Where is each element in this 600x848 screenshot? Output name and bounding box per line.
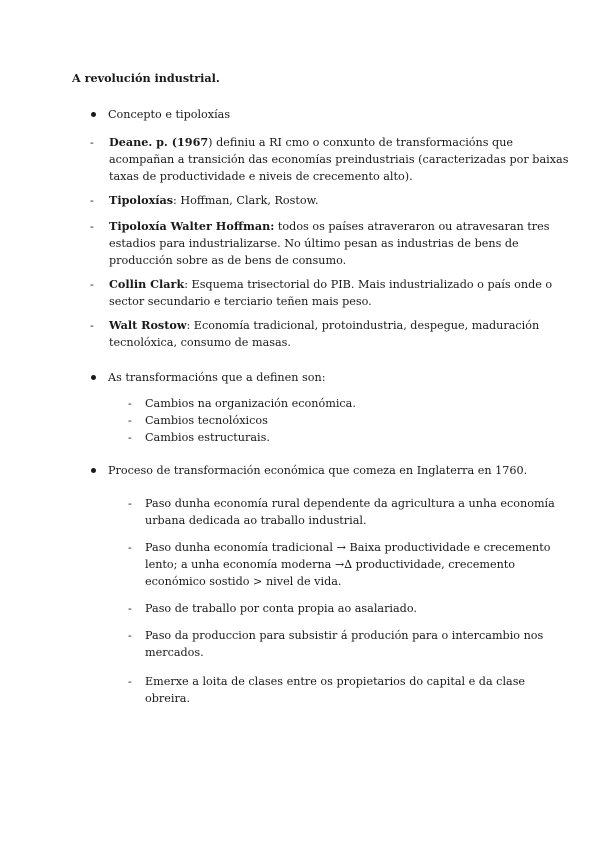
dash-marker: - [90,278,94,291]
text-line: : Esquema trisectorial do PIB. Mais industrializado o país onde o [184,278,553,291]
text-line: Paso dunha economía rural dependente da agricultura a unha economía [145,497,555,510]
dash-marker: - [90,220,94,233]
bullet-dot-icon [91,468,96,473]
list-item-text [109,276,553,310]
term-label: Tipoloxía Walter Hoffman: [109,219,275,233]
list-item-text [109,134,569,185]
text-line: ) definiu a RI cmo o conxunto de transformacións que [208,136,514,149]
text-line: : Economía tradicional, protoindustria, despegue, maduración [186,319,540,332]
dash-marker: - [128,629,132,642]
text-line: Paso dunha economía tradicional → Baixa productividade e crecemento [145,541,551,554]
text-line: acompañan a transición das economías preindustriais (caracterizadas por baixas [109,153,569,166]
dash-marker: - [128,414,132,427]
text-line: Cambios estructurais. [145,431,270,444]
dash-marker: - [128,541,132,554]
sub-item-text [145,429,525,446]
list-item-text [109,218,550,269]
dash-marker: - [128,675,132,688]
sub-item-text [145,673,525,707]
bullet-text: Concepto e tipoloxías [108,108,231,121]
dash-marker: - [128,397,132,410]
dash-marker: - [90,319,94,332]
text-line: lento; a unha economía moderna →∆ productividade, crecemento [145,558,516,571]
term-label: Walt Rostow [109,318,187,332]
text-line: producción sobre as de bens de consumo. [109,254,347,267]
dash-marker: - [90,136,94,149]
dash-marker: - [90,194,94,207]
text-line: Paso da produccion para subsistir á produción para o intercambio nos [145,629,544,642]
sub-item-text [145,495,555,529]
dash-marker: - [128,602,132,615]
text-line: tecnolóxica, consumo de masas. [109,336,291,349]
text-line: Emerxe a loita de clases entre os propietarios do capital e da clase [145,675,526,688]
term-label: Collin Clark [109,277,185,291]
text-line: Cambios tecnolóxicos [145,414,268,427]
text-line: taxas de productividade e niveis de crecemento alto). [109,170,413,183]
text-line: estadios para industrializarse. No último pesan as industrias de bens de [109,237,519,250]
text-line: Cambios na organización económica. [145,397,356,410]
text-line: obreira. [145,692,191,705]
sub-item-text [145,627,544,661]
bullet-dot-icon [91,375,96,380]
text-line: Paso de traballo por conta propia ao asalariado. [145,602,417,615]
text-line: urbana dedicada ao traballo industrial. [145,514,367,527]
term-label: Deane. p. (1967 [109,135,209,149]
document-title: A revolución industrial. [72,71,220,85]
list-item-text [109,317,540,351]
sub-item-text [145,600,525,617]
sub-item-text [145,412,525,429]
term-label: Tipoloxías [109,193,174,207]
bullet-text: As transformacións que a definen son: [108,371,326,384]
sub-item-text [145,539,551,590]
text-line: todos os países atraveraron ou atravesaran tres [274,220,550,233]
bullet-text: Proceso de transformación económica que comeza en Inglaterra en 1760. [108,464,528,477]
bullet-dot-icon [91,112,96,117]
text-line: mercados. [145,646,204,659]
text-line: sector secundario e terciario teñen mais peso. [109,295,372,308]
list-item-text [109,192,524,209]
text-line: : Hoffman, Clark, Rostow. [173,194,319,207]
text-line: económico sostido > nivel de vida. [145,575,342,588]
dash-marker: - [128,497,132,510]
sub-item-text [145,395,525,412]
dash-marker: - [128,431,132,444]
